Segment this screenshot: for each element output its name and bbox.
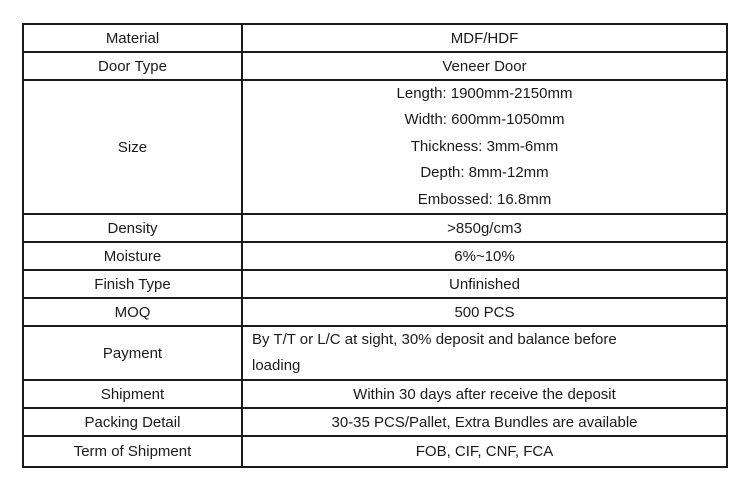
spec-label-moisture: Moisture: [23, 242, 242, 270]
table-row-payment: [23, 326, 727, 380]
spec-label-material: Material: [23, 24, 242, 52]
table-row-moisture: [23, 242, 727, 270]
spec-label-finish-type: Finish Type: [23, 270, 242, 298]
size-line-depth: Depth: 8mm-12mm: [420, 164, 549, 182]
spec-label-term-of-shipment: Term of Shipment: [23, 436, 242, 467]
spec-value-material: MDF/HDF: [242, 24, 727, 52]
table-row-packing-detail: [23, 408, 727, 436]
product-spec-table: [22, 23, 728, 468]
spec-value-finish-type: Unfinished: [242, 270, 727, 298]
spec-label-shipment: Shipment: [23, 380, 242, 408]
table-row-moq: [23, 298, 727, 326]
spec-value-density: >850g/cm3: [242, 214, 727, 242]
spec-label-size: Size: [23, 80, 242, 214]
spec-value-size: [242, 80, 727, 214]
spec-label-door-type: Door Type: [23, 52, 242, 80]
spec-label-moq: MOQ: [23, 298, 242, 326]
spec-label-density: Density: [23, 214, 242, 242]
size-line-width: Width: 600mm-1050mm: [404, 111, 565, 129]
table-row-density: [23, 214, 727, 242]
size-line-length: Length: 1900mm-2150mm: [396, 85, 573, 102]
spec-label-payment: Payment: [23, 326, 242, 380]
spec-value-term-of-shipment: FOB, CIF, CNF, FCA: [242, 436, 727, 467]
spec-value-payment: [242, 326, 727, 380]
product-spec-table-container: [22, 23, 728, 468]
spec-value-packing-detail: 30-35 PCS/Pallet, Extra Bundles are available: [242, 408, 727, 436]
spec-value-door-type: Veneer Door: [242, 52, 727, 80]
spec-label-packing-detail: Packing Detail: [23, 408, 242, 436]
table-row-size: [23, 80, 727, 214]
size-line-embossed: Embossed: 16.8mm: [417, 190, 552, 208]
spec-value-moq: 500 PCS: [242, 298, 727, 326]
spec-value-moisture: 6%~10%: [242, 242, 727, 270]
payment-text: By T/T or L/C at sight, 30% deposit and balance before loading: [252, 331, 617, 375]
table-row-finish-type: [23, 270, 727, 298]
table-row-shipment: [23, 380, 727, 408]
table-row-term-of-shipment: [23, 436, 727, 467]
size-line-thickness: Thickness: 3mm-6mm: [410, 137, 559, 155]
table-row-door-type: [23, 52, 727, 80]
spec-value-shipment: Within 30 days after receive the deposit: [242, 380, 727, 408]
table-row-material: [23, 24, 727, 52]
